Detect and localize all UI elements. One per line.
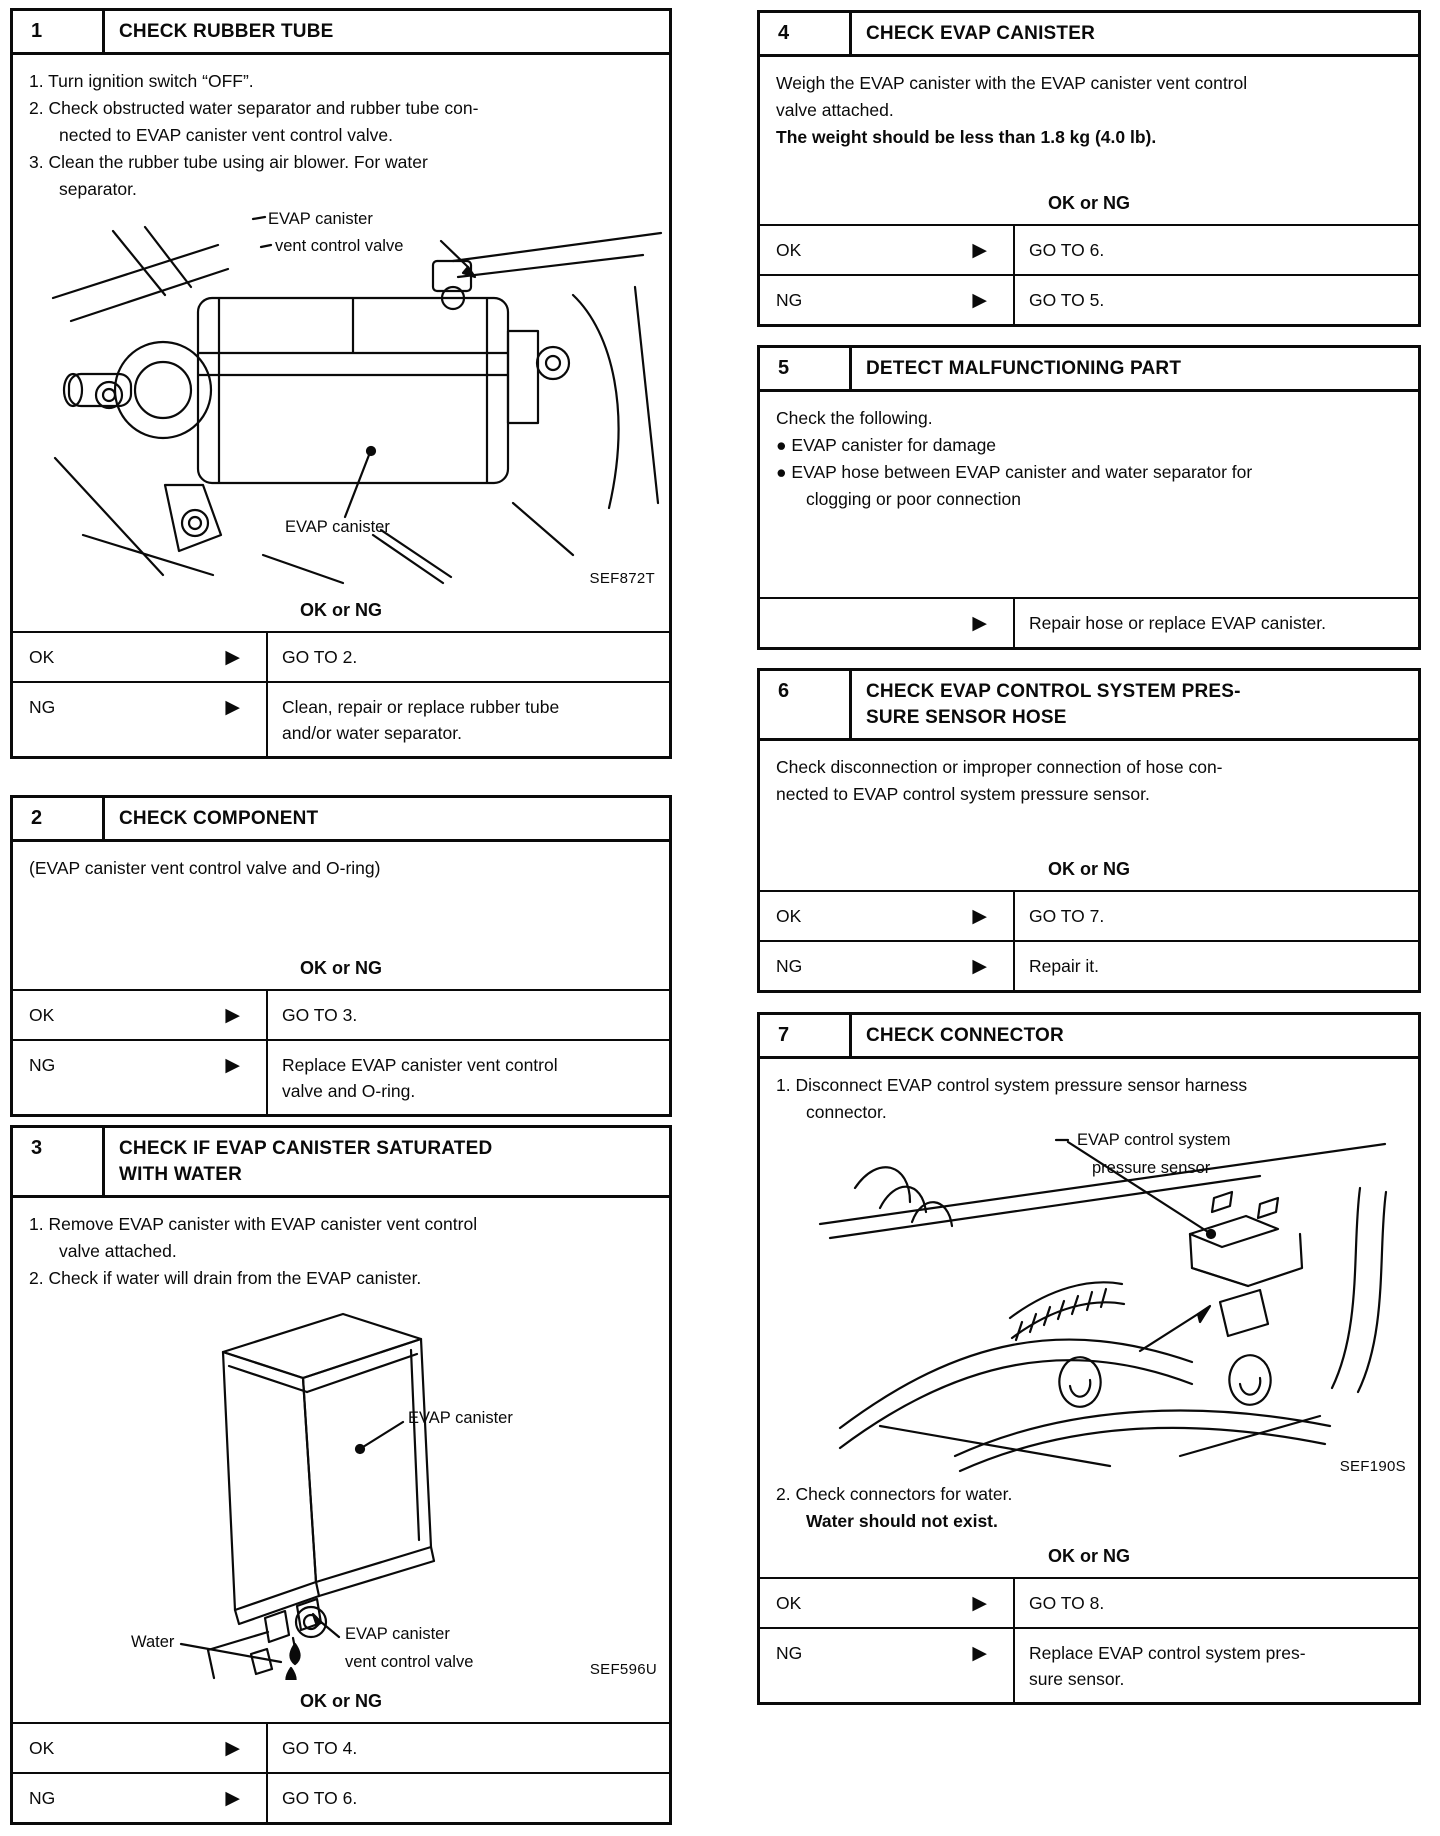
result-label: OK [776,1593,802,1613]
result-label-cell [13,1041,268,1114]
result-label-cell [13,633,268,681]
result-action-cell [1015,942,1418,990]
result-row-ok [13,633,669,681]
figure-canister-in-vehicle [13,203,669,589]
step-3-results [13,1722,669,1822]
step-box-7 [757,1012,1421,1705]
step-title [105,11,669,52]
arrow-right-icon: ▶ [225,1738,240,1759]
text-line: GO TO 6. [282,1788,358,1808]
result-action-cell [268,683,669,756]
result-action-cell [1015,1579,1418,1627]
result-row-ok [13,1724,669,1772]
step-1-results [13,631,669,756]
text-line: CHECK EVAP CONTROL SYSTEM PRES- [866,681,1241,702]
text-line: CHECK CONNECTOR [866,1025,1064,1046]
arrow-right-icon: ▶ [972,290,987,311]
result-label: NG [29,697,56,717]
result-label-cell [760,599,1015,647]
text-line: Water should not exist. [806,1511,998,1531]
text-line: 1. Turn ignition switch “OFF”. [29,71,254,91]
text-line: GO TO 3. [282,1005,358,1025]
text-line: connector. [806,1102,887,1122]
step-box-3 [10,1125,672,1825]
text-line: Check the following. [776,408,933,428]
text-line: ● EVAP canister for damage [776,435,997,455]
result-action-cell [1015,226,1418,274]
text-line: and/or water separator. [282,723,462,743]
step-box-5 [757,345,1421,650]
text-line: Repair it. [1029,956,1100,976]
result-label-cell [760,1579,1015,1627]
result-row-ng [760,274,1418,324]
result-label-cell [13,1724,268,1772]
step-title [105,798,669,839]
text-line: valve attached. [59,1241,177,1261]
result-label: OK [29,1005,55,1025]
result-action-row [760,599,1418,647]
result-action-cell [268,991,669,1039]
ok-or-ng-label: OK or NG [299,1691,382,1711]
result-row-ng [13,1772,669,1822]
figure-label: Water [131,1633,175,1651]
arrow-right-icon: ▶ [225,647,240,668]
step-title [852,1015,1418,1056]
result-label-cell [13,1774,268,1822]
text-line: Clean, repair or replace rubber tube [282,697,560,717]
result-label: NG [776,290,803,310]
step-4-results [760,224,1418,324]
ok-or-ng-label: OK or NG [1047,193,1130,213]
result-label: NG [776,956,803,976]
result-label-cell [760,276,1015,324]
text-line: valve attached. [776,100,894,120]
result-row-ng [13,681,669,756]
text-line: DETECT MALFUNCTIONING PART [866,358,1182,379]
figure-canister-drain [13,1292,669,1680]
step-6-header [760,671,1418,741]
result-action-cell [268,1041,669,1114]
result-label: OK [776,240,802,260]
step-title [105,1128,669,1195]
step-title [852,13,1418,54]
text-line: GO TO 7. [1029,906,1105,926]
arrow-right-icon: ▶ [225,1005,240,1026]
text-line: 2. Check connectors for water. [776,1484,1013,1504]
step-box-1 [10,8,672,759]
step-7-body-2 [760,1477,1418,1535]
text-line: 2. Check if water will drain from the EVAP canister. [29,1268,422,1288]
result-action-cell [1015,1629,1418,1702]
step-2-body [13,842,669,947]
result-action-cell [268,1774,669,1822]
figure-label: pressure sensor [1092,1159,1211,1177]
result-label-cell [760,1629,1015,1702]
text-line: 3. Clean the rubber tube using air blower. For water [29,152,428,172]
step-3-header [13,1128,669,1198]
text-line: 2. Check obstructed water separator and rubber tube con- [29,98,479,118]
result-label-cell [760,942,1015,990]
text-line: CHECK EVAP CANISTER [866,23,1096,44]
figure-ref: SEF872T [589,570,655,587]
result-label-cell [13,683,268,756]
step-number: 6 [760,671,852,738]
result-row-ng [760,940,1418,990]
step-number: 3 [13,1128,105,1195]
harness-line-art [760,1126,1416,1477]
text-line: nected to EVAP control system pressure sensor. [776,784,1150,804]
text-line: sure sensor. [1029,1669,1125,1689]
step-box-6 [757,668,1421,993]
step-7-results [760,1577,1418,1702]
figure-ref: SEF190S [1339,1458,1406,1475]
result-action-cell [1015,599,1418,647]
canister-drain-line-art [13,1292,667,1680]
text-line: The weight should be less than 1.8 kg (4.0 lb). [776,127,1157,147]
step-box-2 [10,795,672,1117]
step-6-results [760,890,1418,990]
text-line: Replace EVAP control system pres- [1029,1643,1306,1663]
text-line: WITH WATER [119,1164,243,1185]
figure-label: EVAP canister [268,210,373,228]
step-5-header [760,348,1418,392]
text-line: Repair hose or replace EVAP canister. [1029,613,1327,633]
text-line: GO TO 2. [282,647,358,667]
step-number: 7 [760,1015,852,1056]
step-2-results [13,989,669,1114]
arrow-right-icon: ▶ [972,240,987,261]
ok-or-ng-label: OK or NG [299,958,382,978]
figure-ref: SEF596U [589,1661,657,1678]
text-line: clogging or poor connection [806,489,1022,509]
result-label-cell [760,226,1015,274]
text-line: GO TO 4. [282,1738,358,1758]
figure-label: vent control valve [275,237,404,255]
step-number: 2 [13,798,105,839]
result-label: OK [29,1738,55,1758]
result-row-ok [760,226,1418,274]
result-label-cell [13,991,268,1039]
result-row-ok [13,991,669,1039]
arrow-right-icon: ▶ [972,906,987,927]
text-line: Weigh the EVAP canister with the EVAP canister vent control [776,73,1248,93]
result-action-cell [1015,892,1418,940]
step-box-4 [757,10,1421,327]
arrow-right-icon: ▶ [972,1593,987,1614]
figure-label: EVAP control system [1077,1131,1231,1149]
result-action-cell [1015,276,1418,324]
text-line: CHECK RUBBER TUBE [119,21,334,42]
text-line: valve and O-ring. [282,1081,416,1101]
step-number: 1 [13,11,105,52]
text-line: 1. Disconnect EVAP control system pressure sensor harness [776,1075,1248,1095]
result-label-cell [760,892,1015,940]
result-row-ng [13,1039,669,1114]
ok-or-ng-label: OK or NG [1047,859,1130,879]
text-line: GO TO 6. [1029,240,1105,260]
step-4-body [760,57,1418,182]
step-5-results [760,597,1418,647]
step-title [852,348,1418,389]
result-action-cell [268,1724,669,1772]
figure-pressure-sensor-harness [760,1126,1418,1477]
step-title [852,671,1418,738]
result-row-ok [760,892,1418,940]
text-line: ● EVAP hose between EVAP canister and water separator for [776,462,1253,482]
arrow-right-icon: ▶ [225,1788,240,1809]
arrow-right-icon: ▶ [225,1055,240,1076]
ok-or-ng-label: OK or NG [1047,1546,1130,1566]
figure-label: vent control valve [345,1653,474,1671]
step-7-header [760,1015,1418,1059]
text-line: GO TO 8. [1029,1593,1105,1613]
step-number: 4 [760,13,852,54]
figure-label: EVAP canister [408,1409,513,1427]
step-2-header [13,798,669,842]
step-4-header [760,13,1418,57]
text-line: separator. [59,179,137,199]
step-number: 5 [760,348,852,389]
result-label: OK [776,906,802,926]
text-line: SURE SENSOR HOSE [866,707,1067,728]
result-label: NG [776,1643,803,1663]
figure-label: EVAP canister [285,518,390,536]
arrow-right-icon: ▶ [972,613,987,634]
result-label: OK [29,647,55,667]
step-7-body [760,1059,1418,1126]
text-line: GO TO 5. [1029,290,1105,310]
text-line: 1. Remove EVAP canister with EVAP canister vent control [29,1214,478,1234]
step-1-header [13,11,669,55]
result-row-ok [760,1579,1418,1627]
arrow-right-icon: ▶ [972,956,987,977]
arrow-right-icon: ▶ [972,1643,987,1664]
step-6-body [760,741,1418,848]
step-1-body [13,55,669,203]
text-line: Replace EVAP canister vent control [282,1055,558,1075]
step-5-body [760,392,1418,597]
step-3-body [13,1198,669,1292]
result-label: NG [29,1055,56,1075]
arrow-right-icon: ▶ [225,697,240,718]
text-line: CHECK COMPONENT [119,808,319,829]
result-label: NG [29,1788,56,1808]
ok-or-ng-label: OK or NG [299,600,382,620]
result-action-cell [268,633,669,681]
text-line: nected to EVAP canister vent control valve. [59,125,393,145]
text-line: (EVAP canister vent control valve and O-ring) [29,858,381,878]
text-line: CHECK IF EVAP CANISTER SATURATED [119,1138,493,1159]
figure-label: EVAP canister [345,1625,450,1643]
result-row-ng [760,1627,1418,1702]
text-line: Check disconnection or improper connection of hose con- [776,757,1223,777]
